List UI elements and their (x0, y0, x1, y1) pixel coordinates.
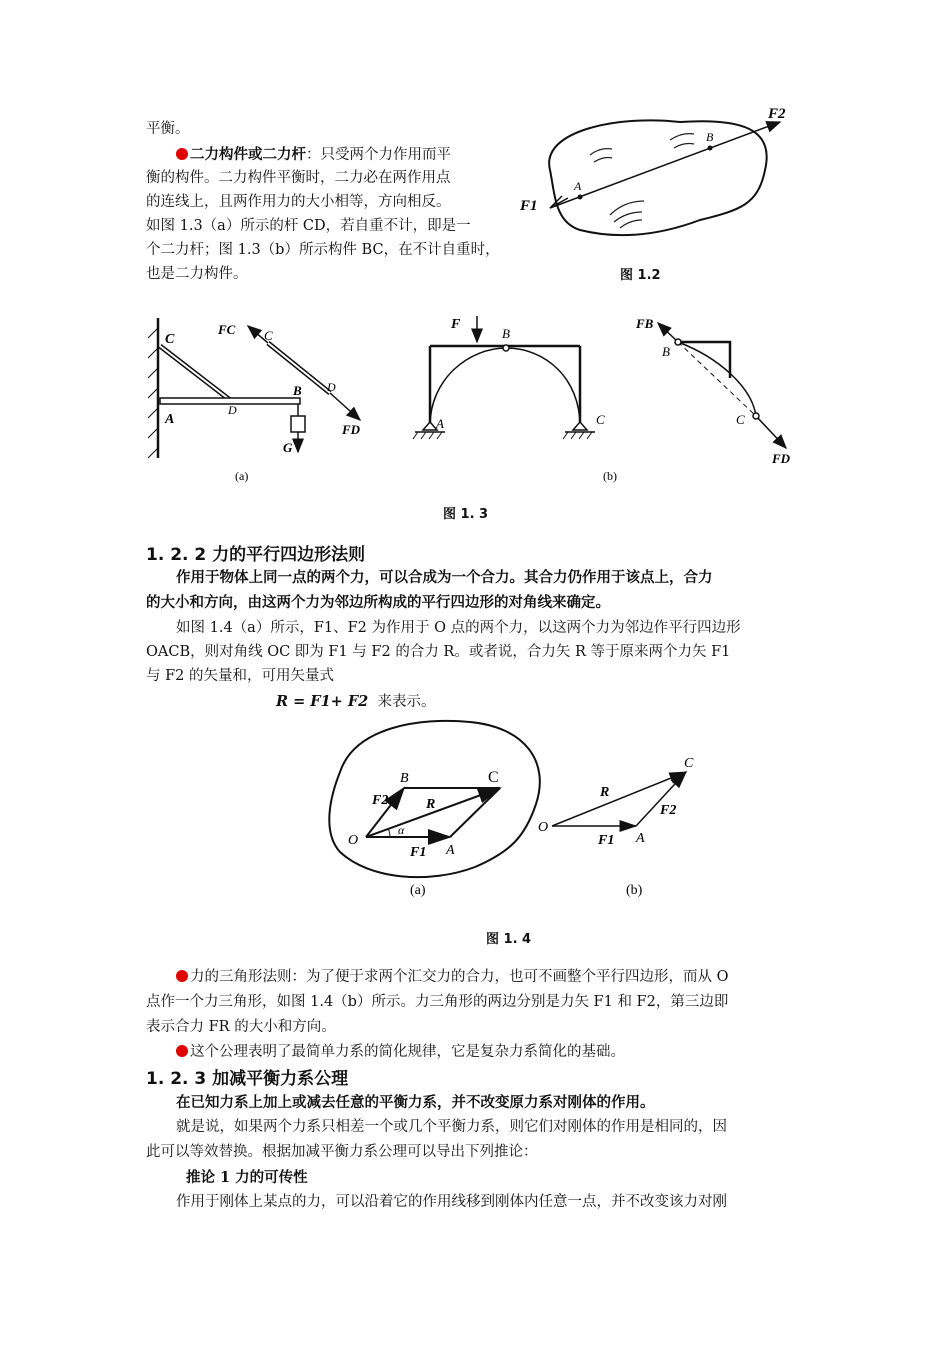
label-a: A (165, 412, 175, 427)
definition-text: ：只受两个力作用而平 (306, 147, 451, 163)
subfigure-4b-label: (b) (626, 883, 643, 898)
label-a-arch: A (436, 416, 444, 431)
figure-1-3 (140, 308, 810, 493)
label-c-a: C (488, 769, 499, 786)
member-bc-frame (678, 342, 730, 378)
label-f2: F2 (768, 106, 786, 122)
label-f2-a: F2 (372, 793, 389, 808)
label-c: C (165, 332, 175, 347)
label-c-arch: C (596, 412, 605, 427)
bc-line-of-action (678, 342, 756, 416)
label-b: B (293, 383, 302, 398)
term-two-force-member: 二力构件或二力杆 (190, 146, 306, 163)
point-b (708, 146, 713, 151)
label-a-a: A (446, 843, 455, 858)
label-b-arch: B (502, 326, 510, 341)
section-heading-1-2-3: 1. 2. 3 加减平衡力系公理 (146, 1069, 349, 1089)
subfigure-b-label: (b) (603, 469, 617, 483)
section-heading-1-2-2: 1. 2. 2 力的平行四边形法则 (146, 545, 366, 565)
para-122-line-2: OACB，则对角线 OC 即为 F1 与 F2 的合力 R。或者说，合力矢 R 等于原来两个力矢 F1 (146, 644, 731, 660)
figure-1-2-caption: 图 1.2 (620, 268, 661, 283)
wall-hatch (148, 328, 158, 458)
corollary-heading: 推论 1 力的可传性 (186, 1169, 308, 1186)
label-d: D (228, 403, 237, 417)
arch (430, 348, 580, 426)
label-a-b: A (636, 831, 645, 846)
label-b: B (706, 130, 714, 144)
label-b-a: B (400, 771, 409, 786)
intro-definition (176, 143, 451, 167)
para-123-line-1: 就是说，如果两个力系只相差一个或几个平衡力系，则它们对刚体的作用是相同的，因 (176, 1119, 727, 1135)
label-o-b: O (538, 820, 549, 835)
point-a (578, 195, 583, 200)
hinge-b (503, 345, 509, 351)
label-d-free: D (327, 380, 336, 394)
triangle-rule-line-3: 表示合力 FR 的大小和方向。 (146, 1019, 336, 1035)
label-r-a: R (426, 797, 436, 812)
intro-line-3: 衡的构件。二力构件平衡时，二力必在两作用点 (146, 170, 451, 186)
label-c-free: C (264, 328, 273, 343)
axiom-note (176, 1041, 625, 1064)
label-b-free: B (662, 344, 670, 359)
label-fc: FC (218, 322, 236, 337)
intro-line-6: 个二力杆；图 1.3（b）所示构件 BC，在不计自重时， (146, 242, 500, 258)
para-123-line-2: 此可以等效替换。根据加减平衡力系公理可以导出下列推论： (146, 1144, 538, 1160)
side-ac (450, 788, 500, 837)
label-f2-b: F2 (660, 803, 677, 818)
label-alpha: α (398, 823, 405, 837)
load-block (291, 416, 305, 432)
label-fd-bc: FD (772, 451, 791, 466)
figure-1-3-caption: 图 1. 3 (443, 507, 489, 522)
formula-tail: 来表示。 (377, 694, 436, 710)
rigid-body-outline (549, 120, 767, 235)
principle-line-2: 的大小和方向，由这两个力为邻边所构成的平行四边形的对角线来确定。 (146, 594, 610, 611)
subfigure-a-label: (a) (235, 469, 249, 483)
intro-line-5: 如图 1.3（a）所示的杆 CD，若自重不计，即是一 (146, 218, 471, 234)
subfigure-4a-label: (a) (410, 883, 426, 898)
label-f: F (451, 317, 461, 332)
label-g: G (283, 440, 293, 455)
intro-line-4: 的连线上，且两作用力的大小相等，方向相反。 (146, 194, 451, 210)
support-a (423, 422, 437, 430)
figure-1-4-caption: 图 1. 4 (486, 932, 532, 947)
label-a: A (574, 179, 582, 193)
bullet-icon (176, 970, 188, 982)
line-of-action (550, 122, 780, 208)
figure-1-2 (510, 100, 790, 260)
label-fb: FB (636, 316, 654, 331)
force-fd-bc (756, 416, 786, 448)
bullet-icon (176, 1045, 188, 1057)
force-fb (658, 323, 678, 342)
vector-formula: R = F1+ F2 (276, 693, 369, 710)
force-fd (330, 393, 360, 420)
para-122-line-3: 与 F2 的矢量和，可用矢量式 (146, 668, 335, 684)
triangle-rule-line-2: 点作一个力三角形，如图 1.4（b）所示。力三角形的两边分别是力矢 F1 和 F2，第三边即 (146, 994, 729, 1010)
label-o-a: O (348, 833, 359, 848)
formula-line (276, 690, 435, 714)
intro-line-1: 平衡。 (146, 121, 190, 137)
para-122-line-1: 如图 1.4（a）所示，F1、F2 为作用于 O 点的两个力，以这两个力为邻边作平行四边形 (176, 620, 741, 636)
body-hatch-marks (590, 134, 694, 228)
label-c-b: C (684, 756, 694, 771)
intro-line-7: 也是二力构件。 (146, 266, 248, 282)
figure-1-4 (310, 712, 710, 902)
label-c-free-bc: C (736, 412, 745, 427)
principle-line-1: 作用于物体上同一点的两个力，可以合成为一个合力。其合力仍作用于该点上，合力 (176, 569, 713, 586)
label-f1-b: F1 (598, 833, 615, 848)
label-f1-a: F1 (410, 845, 427, 860)
label-f1: F1 (520, 198, 538, 214)
triangle-rule-line-1 (176, 966, 729, 989)
label-fd: FD (342, 422, 361, 437)
label-r-b: R (600, 785, 610, 800)
bullet-icon (176, 148, 188, 160)
axiom-statement: 在已知力系上加上或减去任意的平衡力系，并不改变原力系对刚体的作用。 (176, 1094, 655, 1111)
para-123-line-3: 作用于刚体上某点的力，可以沿着它的作用线移到刚体内任意一点，并不改变该力对刚 (176, 1194, 727, 1210)
axiom-note-text: 这个公理表明了最简单力系的简化规律，它是复杂力系简化的基础。 (190, 1044, 625, 1060)
support-c (573, 422, 587, 430)
triangle-rule-text: 力的三角形法则：为了便于求两个汇交力的合力，也可不画整个平行四边形，而从 O (190, 969, 729, 985)
